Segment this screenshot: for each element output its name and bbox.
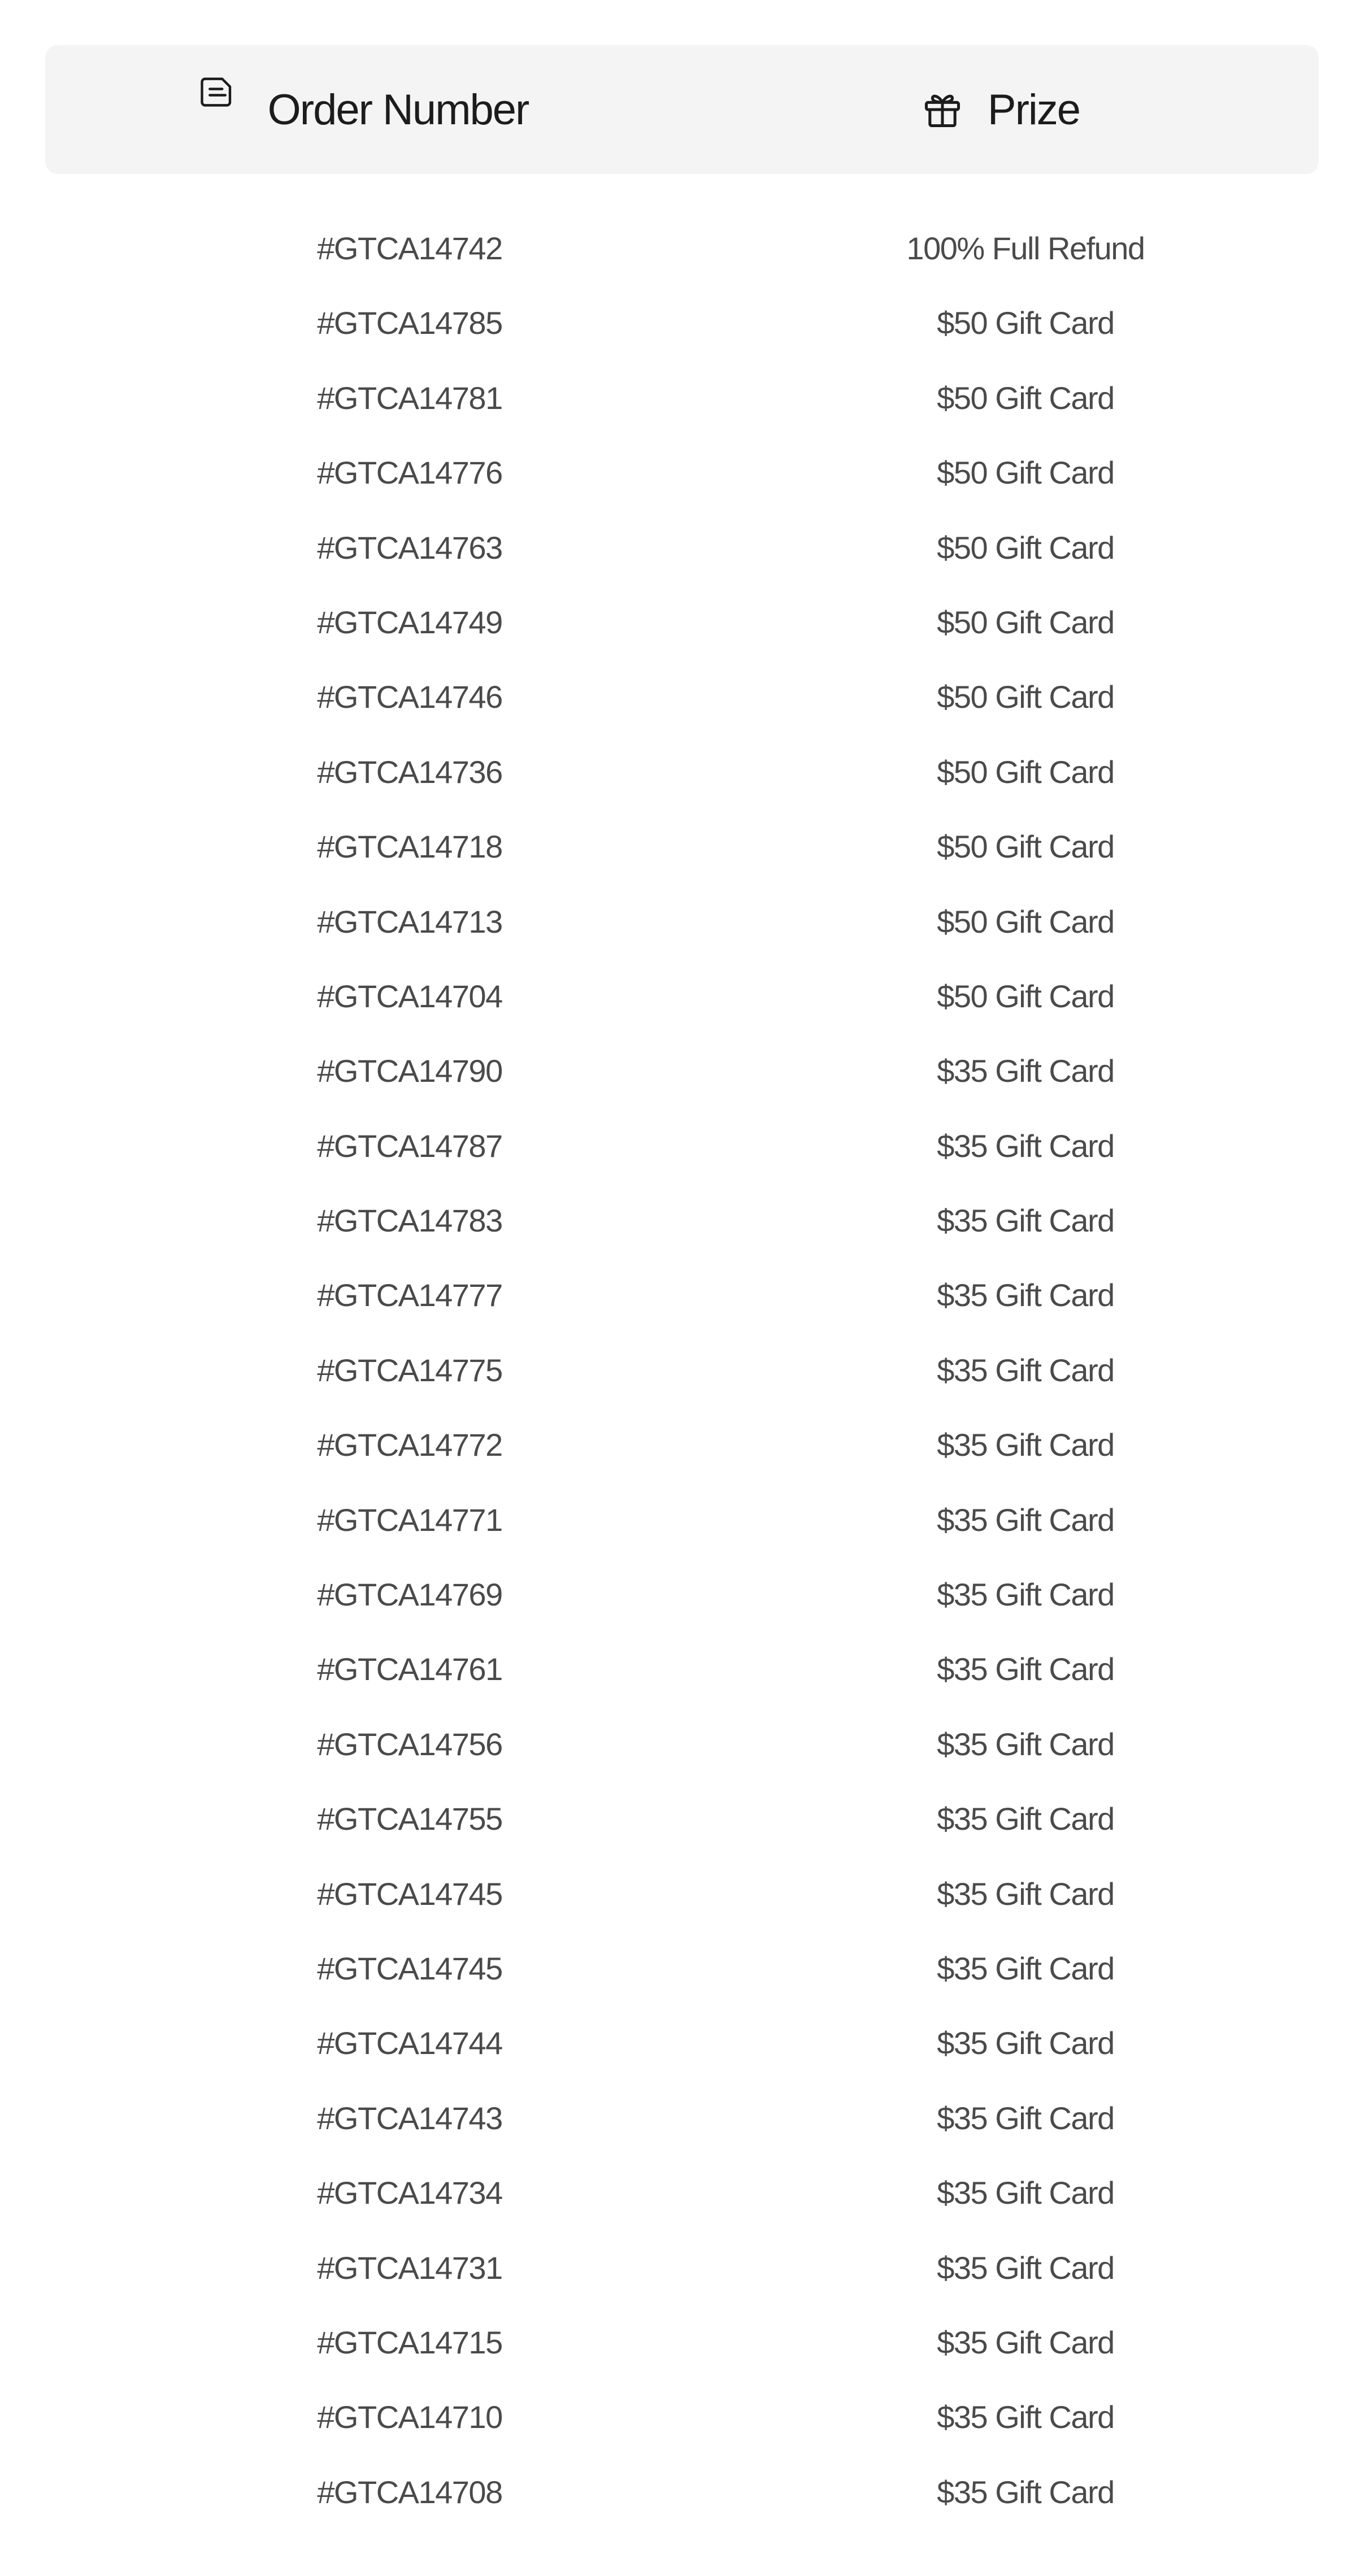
prize-cell: $35 Gift Card — [937, 1352, 1114, 1388]
table-row — [0, 298, 1356, 372]
table-row — [0, 223, 1356, 298]
prize-cell: $35 Gift Card — [937, 2249, 1114, 2286]
prize-cell: $50 Gift Card — [937, 529, 1114, 565]
gift-icon — [921, 88, 964, 131]
order-number-cell: #GTCA14763 — [317, 529, 502, 565]
order-number-cell: #GTCA14783 — [317, 1203, 502, 1239]
table-row — [0, 1046, 1356, 1120]
prize-cell: $50 Gift Card — [937, 679, 1114, 715]
order-number-cell: #GTCA14777 — [317, 1277, 502, 1313]
order-number-cell: #GTCA14710 — [317, 2399, 502, 2435]
prize-heading: Prize — [987, 85, 1080, 134]
prize-cell: $35 Gift Card — [937, 1577, 1114, 1613]
table-row — [0, 1495, 1356, 1569]
table-row — [0, 1644, 1356, 1718]
table-row — [0, 971, 1356, 1046]
prize-cell: $35 Gift Card — [937, 1950, 1114, 1986]
header-cell-prize — [682, 45, 1319, 174]
prize-cell: $35 Gift Card — [937, 1651, 1114, 1687]
table-header — [45, 45, 1319, 174]
table-row — [0, 2018, 1356, 2092]
table-row — [0, 2317, 1356, 2392]
prize-cell: $35 Gift Card — [937, 2399, 1114, 2435]
prize-cell: $50 Gift Card — [937, 380, 1114, 416]
order-number-cell: #GTCA14787 — [317, 1128, 502, 1164]
prize-cell: $35 Gift Card — [937, 1801, 1114, 1837]
table-row — [0, 2467, 1356, 2542]
order-number-cell: #GTCA14785 — [317, 305, 502, 341]
table-row — [0, 2093, 1356, 2168]
order-number-cell: #GTCA14776 — [317, 455, 502, 491]
order-number-cell: #GTCA14756 — [317, 1726, 502, 1762]
order-number-cell: #GTCA14761 — [317, 1651, 502, 1687]
table-row — [0, 2243, 1356, 2317]
table-row — [0, 447, 1356, 522]
order-number-cell: #GTCA14743 — [317, 2100, 502, 2136]
prize-cell: $35 Gift Card — [937, 1726, 1114, 1762]
prize-cell: $35 Gift Card — [937, 2025, 1114, 2061]
prize-cell: $35 Gift Card — [937, 1277, 1114, 1313]
prize-cell: 100% Full Refund — [906, 230, 1145, 266]
table-row — [0, 1719, 1356, 1794]
order-number-heading: Order Number — [267, 85, 529, 134]
prize-cell: $35 Gift Card — [937, 1502, 1114, 1538]
order-number-cell: #GTCA14736 — [317, 754, 502, 790]
table-row — [0, 747, 1356, 821]
order-number-cell: #GTCA14713 — [317, 903, 502, 939]
prize-cell: $50 Gift Card — [937, 455, 1114, 491]
table-row — [0, 523, 1356, 597]
order-number-cell: #GTCA14715 — [317, 2324, 502, 2360]
header-cell-order-number — [45, 45, 682, 174]
table-row — [0, 2392, 1356, 2466]
table-body — [0, 223, 1356, 2542]
order-number-cell: #GTCA14708 — [317, 2474, 502, 2510]
prize-cell: $50 Gift Card — [937, 305, 1114, 341]
table-row — [0, 1943, 1356, 2018]
order-number-cell: #GTCA14775 — [317, 1352, 502, 1388]
prize-cell: $35 Gift Card — [937, 1876, 1114, 1912]
prize-cell: $50 Gift Card — [937, 829, 1114, 865]
order-number-cell: #GTCA14771 — [317, 1502, 502, 1538]
table-row — [0, 1345, 1356, 1420]
table-row — [0, 821, 1356, 896]
prize-cell: $35 Gift Card — [937, 2100, 1114, 2136]
table-row — [0, 672, 1356, 746]
prize-cell: $35 Gift Card — [937, 1203, 1114, 1239]
order-number-cell: #GTCA14749 — [317, 604, 502, 640]
order-number-cell: #GTCA14769 — [317, 1577, 502, 1613]
order-number-cell: #GTCA14704 — [317, 978, 502, 1014]
table-row — [0, 1869, 1356, 1943]
table-row — [0, 897, 1356, 971]
order-number-cell: #GTCA14772 — [317, 1427, 502, 1463]
prize-cell: $50 Gift Card — [937, 754, 1114, 790]
order-number-cell: #GTCA14745 — [317, 1876, 502, 1912]
prize-cell: $50 Gift Card — [937, 978, 1114, 1014]
table-row — [0, 373, 1356, 447]
prize-cell: $35 Gift Card — [937, 2324, 1114, 2360]
table-row — [0, 2168, 1356, 2242]
table-row — [0, 1420, 1356, 1494]
order-number-cell: #GTCA14742 — [317, 230, 502, 266]
prize-cell: $50 Gift Card — [937, 604, 1114, 640]
prize-cell: $35 Gift Card — [937, 1427, 1114, 1463]
prize-cell: $35 Gift Card — [937, 1053, 1114, 1089]
order-number-cell: #GTCA14734 — [317, 2175, 502, 2211]
prize-cell: $35 Gift Card — [937, 2474, 1114, 2510]
table-row — [0, 1569, 1356, 1644]
order-number-cell: #GTCA14755 — [317, 1801, 502, 1837]
table-row — [0, 1794, 1356, 1868]
document-icon — [199, 73, 236, 111]
order-number-cell: #GTCA14790 — [317, 1053, 502, 1089]
order-number-cell: #GTCA14744 — [317, 2025, 502, 2061]
order-number-cell: #GTCA14781 — [317, 380, 502, 416]
prize-cell: $35 Gift Card — [937, 2175, 1114, 2211]
prize-cell: $50 Gift Card — [937, 903, 1114, 939]
table-row — [0, 1195, 1356, 1270]
order-number-cell: #GTCA14746 — [317, 679, 502, 715]
prize-cell: $35 Gift Card — [937, 1128, 1114, 1164]
table-row — [0, 597, 1356, 672]
order-number-cell: #GTCA14731 — [317, 2249, 502, 2286]
table-row — [0, 1121, 1356, 1195]
table-row — [0, 1270, 1356, 1344]
order-number-cell: #GTCA14745 — [317, 1950, 502, 1986]
order-number-cell: #GTCA14718 — [317, 829, 502, 865]
